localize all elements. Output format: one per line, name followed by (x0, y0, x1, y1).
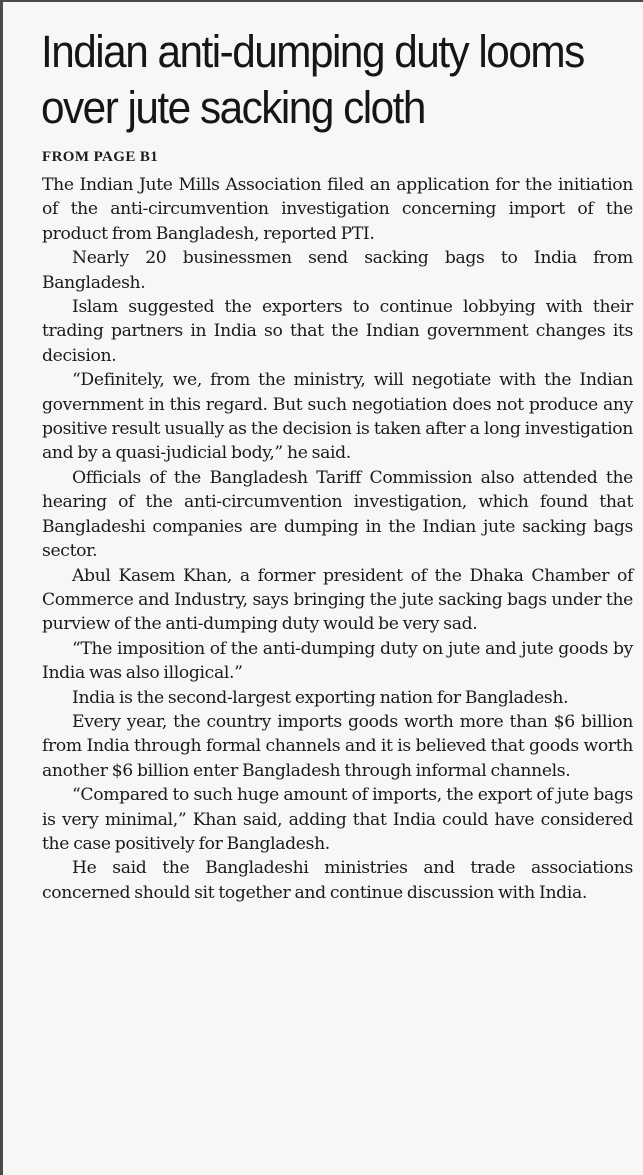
article-paragraph: The Indian Jute Mills Association filed an application for the initiation of the anti-circumvention investigation concerning import of the product from Bangladesh, reported PTI. (42, 175, 633, 244)
article-paragraph: He said the Bangladeshi ministries and trade associations concerned should sit together and continue discussion with India. (42, 858, 633, 903)
article-paragraph: Officials of the Bangladesh Tariff Commission also attended the hearing of the anti-circumvention investigation, which found that Bangladeshi companies are dumping in the Indian jute sacking bags sector. (42, 467, 633, 562)
article-paragraph: Islam suggested the exporters to continue lobbying with their trading partners in India so that the Indian government changes its decision. (42, 297, 633, 366)
article-paragraph: “The imposition of the anti-dumping duty on jute and jute goods by India was also illogical.” (42, 638, 633, 684)
article-body (42, 173, 633, 905)
article-paragraph: “Definitely, we, from the ministry, will negotiate with the Indian government in this regard. But such negotiation does not produce any positive result usually as the decision is taken after a long investigation and by a quasi-judicial body,” he said. (42, 370, 633, 464)
article-headline: Indian anti-dumping duty looms over jute sacking cloth (41, 26, 584, 133)
article-paragraph: Abul Kasem Khan, a former president of the Dhaka Chamber of Commerce and Industry, says bringing the jute sacking bags under the purview of the anti-dumping duty would be very sad. (42, 565, 633, 635)
article-paragraph: India is the second-largest exporting nation for Bangladesh. (72, 687, 569, 708)
article-paragraph: “Compared to such huge amount of imports, the export of jute bags is very minimal,” Khan said, adding that India could have considered the case positively for Bangladesh. (42, 785, 633, 854)
article-dateline: FROM PAGE B1 (42, 149, 159, 165)
article-paragraph: Every year, the country imports goods worth more than $6 billion from India through formal channels and it is believed that goods worth another $6 billion enter Bangladesh through informal channels. (42, 711, 633, 781)
article-paragraph: Nearly 20 businessmen send sacking bags to India from Bangladesh. (42, 248, 633, 293)
